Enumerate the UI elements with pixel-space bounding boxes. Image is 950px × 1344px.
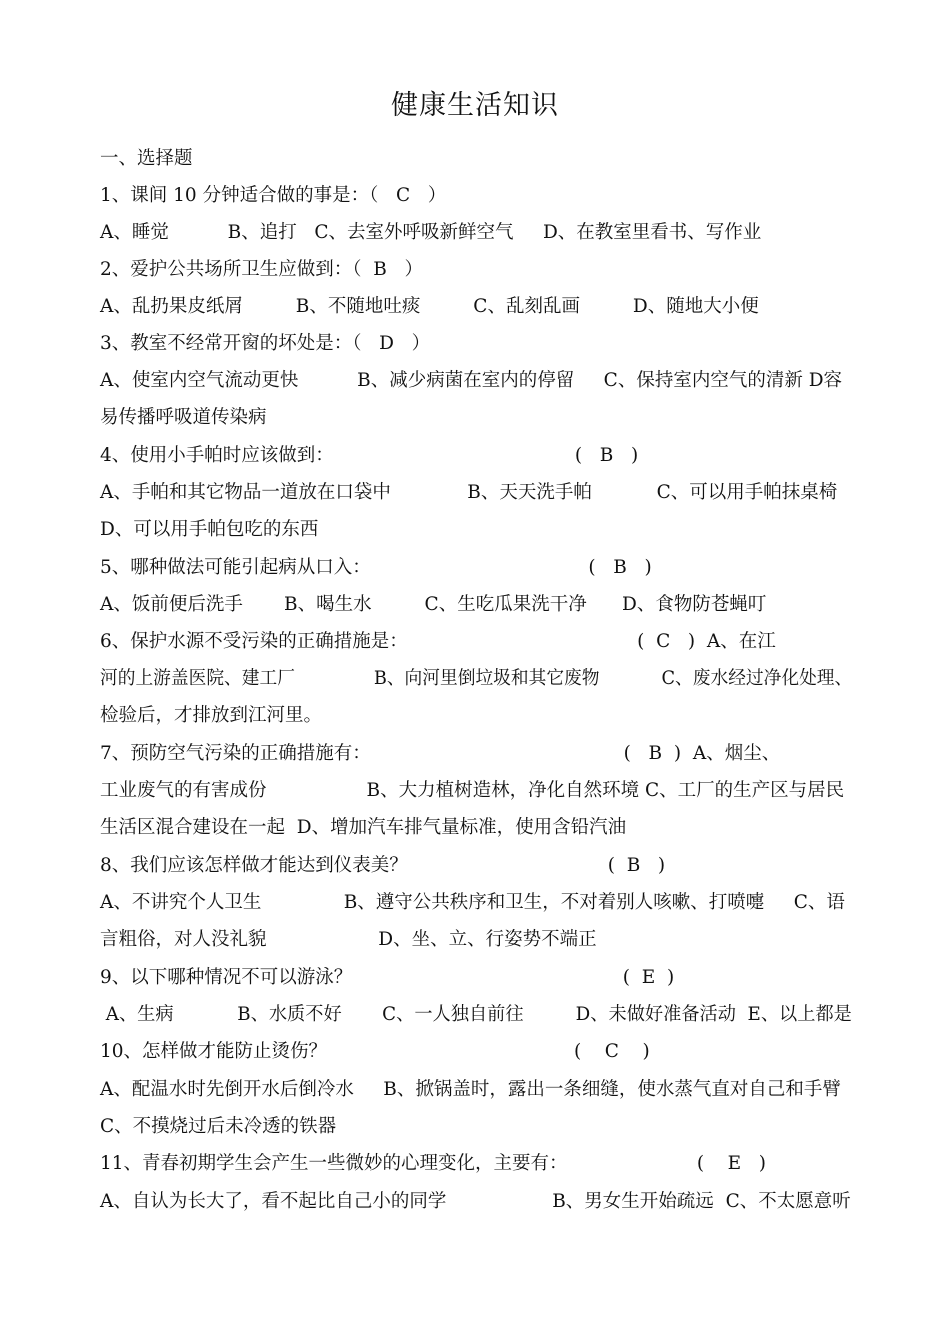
question-10-options-cont: C、不摸烧过后未冷透的铁器 — [100, 1116, 337, 1137]
question-10: 10、怎样做才能防止烫伤？ ( C ) — [100, 1041, 650, 1062]
question-9-options: A、生病 B、水质不好 C、一人独自前往 D、未做好准备活动 E、以上都是 — [100, 1004, 852, 1025]
question-8-options-cont: 言粗俗，对人没礼貌 D、坐、立、行姿势不端正 — [100, 929, 597, 950]
question-6-options-cont: 检验后，才排放到江河里。 — [100, 705, 323, 726]
question-10-options: A、配温水时先倒开水后倒冷水 B、掀锅盖时，露出一条细缝，使水蒸气直对自己和手臂 — [100, 1079, 841, 1100]
question-7-options: 工业废气的有害成份 B、大力植树造林，净化自然环境 C、工厂的生产区与居民 — [100, 780, 845, 801]
question-6: 6、保护水源不受污染的正确措施是： ( C ) A、在江 — [100, 631, 776, 652]
question-2: 2、爱护公共场所卫生应做到：（ B ） — [100, 259, 424, 280]
question-4-options: A、手帕和其它物品一道放在口袋中 B、天天洗手帕 C、可以用手帕抹桌椅 — [100, 482, 838, 503]
section-heading: 一、选择题 — [100, 148, 193, 169]
question-11: 11、青春初期学生会产生一些微妙的心理变化，主要有： ( E ) — [100, 1153, 767, 1174]
document-title: 健康生活知识 — [391, 90, 559, 121]
question-7-options-cont: 生活区混合建设在一起 D、增加汽车排气量标准，使用含铅汽油 — [100, 817, 627, 838]
question-3-options-cont: 易传播呼吸道传染病 — [100, 407, 267, 428]
question-8-options: A、不讲究个人卫生 B、遵守公共秩序和卫生，不对着别人咳嗽、打喷嚏 C、语 — [100, 892, 845, 913]
question-1-options: A、睡觉 B、追打 C、去室外呼吸新鲜空气 D、在教室里看书、写作业 — [100, 222, 762, 243]
question-5: 5、哪种做法可能引起病从口入： ( B ) — [100, 557, 652, 578]
question-2-options: A、乱扔果皮纸屑 B、不随地吐痰 C、乱刻乱画 D、随地大小便 — [100, 296, 759, 317]
question-1: 1、课间 10 分钟适合做的事是：（ C ） — [100, 185, 447, 206]
question-8: 8、我们应该怎样做才能达到仪表美？ ( B ) — [100, 855, 666, 876]
question-5-options: A、饭前便后洗手 B、喝生水 C、生吃瓜果洗干净 D、食物防苍蝇叮 — [100, 594, 767, 615]
question-4: 4、使用小手帕时应该做到： ( B ) — [100, 445, 639, 466]
question-6-options: 河的上游盖医院、建工厂 B、向河里倒垃圾和其它废物 C、废水经过净化处理、 — [100, 668, 853, 689]
question-7: 7、预防空气污染的正确措施有： ( B ) A、烟尘、 — [100, 743, 781, 764]
question-3: 3、教室不经常开窗的坏处是：（ D ） — [100, 333, 431, 354]
question-4-options-cont: D、可以用手帕包吃的东西 — [100, 519, 319, 540]
question-9: 9、以下哪种情况不可以游泳？ ( E ) — [100, 967, 675, 988]
question-3-options: A、使室内空气流动更快 B、减少病菌在室内的停留 C、保持室内空气的清新 D容 — [100, 370, 843, 391]
question-11-options: A、自认为长大了，看不起比自己小的同学 B、男女生开始疏远 C、不太愿意听 — [100, 1191, 851, 1212]
